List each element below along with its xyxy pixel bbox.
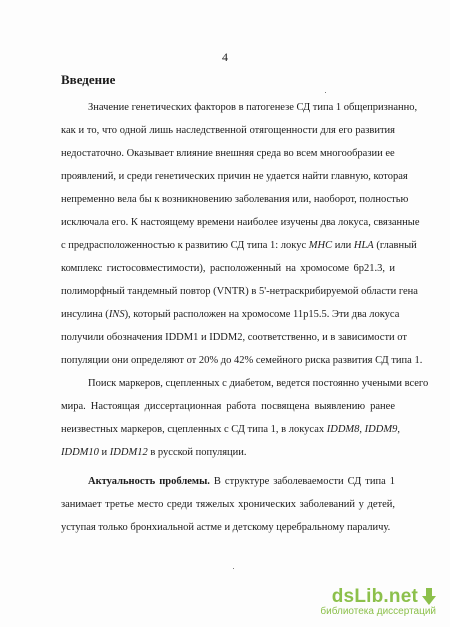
download-arrow-icon	[422, 588, 436, 606]
watermark-brand: dsLib.net	[331, 586, 418, 607]
paragraph-line: комплекс гистосовместимости), расположенный на хромосоме 6p21.3, и	[61, 263, 395, 274]
paragraph-line: Поиск маркеров, сцепленных с диабетом, ведется постоянно учеными всего	[88, 378, 429, 389]
paragraph-line: уступая только бронхиальной астме и детскому церебральному параличу.	[61, 522, 391, 533]
paragraph-line: получили обозначения IDDM1 и IDDM2, соответственно, и в зависимости от	[61, 332, 407, 343]
paragraph-line: популяции они определяют от 20% до 42% семейного риска развития СД типа 1.	[61, 355, 423, 366]
paragraph-line: мира. Настоящая диссертационная работа посвящена выявлению ранее	[61, 401, 395, 412]
relevance-label: Актуальность проблемы.	[88, 476, 210, 487]
paragraph-line: инсулина (INS), который расположен на хромосоме 11p15.5. Эти два локуса	[61, 309, 400, 320]
relevance-text: В структуре заболеваемости СД типа 1	[213, 476, 395, 487]
scan-speck	[233, 568, 234, 569]
paragraph-line: полиморфный тандемный повтор (VNTR) в 5'-нетраскрибируемой области гена	[61, 286, 418, 297]
paragraph-line: с предрасположенностью к развитию СД типа 1: локус MHC или HLA (главный	[61, 240, 417, 251]
watermark-tagline: библиотека диссертаций	[320, 606, 436, 617]
paragraph-line: исключала его. К настоящему времени наиболее изучены два локуса, связанные	[61, 217, 420, 228]
paragraph-line: как и то, что одной лишь наследственной отягощенности для его развития	[61, 125, 395, 136]
paragraph-line: неизвестных маркеров, сцепленных с СД типа 1, в локусах IDDM8, IDDM9,	[61, 424, 400, 435]
paragraph-line: непременно вела бы к возникновению заболевания или, наоборот, полностью	[61, 194, 409, 205]
scan-speck	[325, 92, 326, 93]
watermark	[320, 586, 436, 617]
page-number: 4	[222, 50, 228, 64]
paragraph-line: недостаточно. Оказывает влияние внешняя среда во всем многообразии ее	[61, 148, 395, 159]
paragraph-line: IDDM10 и IDDM12 в русской популяции.	[61, 447, 247, 458]
paragraph-line: проявлений, и среди генетических причин не удается найти главную, которая	[61, 171, 408, 182]
paragraph-line-relevance	[88, 475, 395, 489]
paragraph-line: Значение генетических факторов в патогенезе СД типа 1 общепризнанно,	[88, 102, 418, 113]
section-heading: Введение	[61, 72, 116, 87]
paragraph-line: занимает третье место среди тяжелых хронических заболеваний у детей,	[61, 499, 395, 510]
